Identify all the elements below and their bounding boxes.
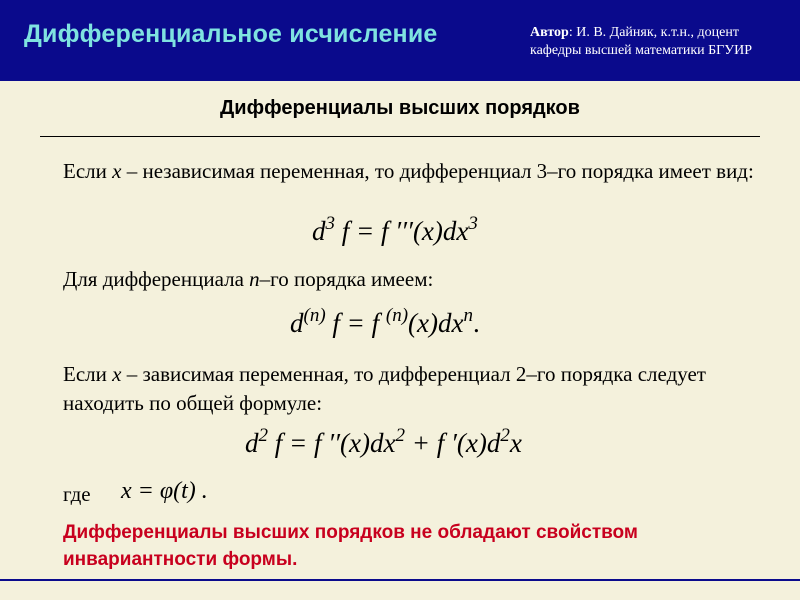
author-info <box>530 24 790 60</box>
f2-part-d: . <box>473 308 480 338</box>
f3-sup-a: 2 <box>258 425 268 446</box>
formula-x-of-t: x = φ(t) . <box>121 478 208 504</box>
heading-divider <box>40 136 760 137</box>
paragraph-independent <box>63 157 763 186</box>
p3-variable: x <box>112 362 122 386</box>
footer-divider <box>0 579 800 581</box>
f2-sup-b: (n) <box>385 305 409 326</box>
formula-nth-differential <box>290 305 480 339</box>
p2-text-before: Для дифференциала <box>63 267 250 291</box>
f1-part-a: d <box>312 216 326 246</box>
f1-sup-b: 3 <box>468 213 478 234</box>
f3-part-c: + f ′(x)d <box>405 428 501 458</box>
f3-sup-b: 2 <box>395 425 405 446</box>
f3-part-d: x <box>509 428 522 458</box>
p3-text-before: Если <box>63 362 113 386</box>
p3-text-after: – зависимая переменная, то дифференциал 2–го порядка следует находить по общей формуле: <box>63 362 706 415</box>
p1-text-after: – независимая переменная, то дифференциал 3–го порядка имеет вид: <box>121 159 754 183</box>
paragraph-dependent <box>63 360 763 418</box>
f2-part-c: (x)dx <box>408 308 464 338</box>
f2-sup-a: (n) <box>303 305 326 326</box>
p1-text-before: Если <box>63 159 113 183</box>
formula-third-differential <box>312 213 478 247</box>
invariance-note: Дифференциалы высших порядков не обладают свойством инвариантности формы. <box>63 522 638 570</box>
paragraph-nth-order <box>63 265 763 294</box>
f2-part-a: d <box>290 308 304 338</box>
slide-header <box>0 0 800 81</box>
formula-second-differential <box>245 425 522 459</box>
f2-part-b: f = f <box>325 308 386 338</box>
author-text: : И. В. Дайняк, к.т.н., доцент кафедры высшей математики БГУИР <box>530 25 753 58</box>
p1-variable: x <box>112 159 122 183</box>
f3-part-b: f = f ′′(x)dx <box>268 428 396 458</box>
f1-part-b: f = f ′′′(x)dx <box>335 216 469 246</box>
f2-sup-c: n <box>463 305 473 326</box>
f1-sup-a: 3 <box>325 213 335 234</box>
slide-title: Дифференциальное исчисление <box>24 20 438 48</box>
section-heading: Дифференциалы высших порядков <box>220 97 580 119</box>
p2-variable: n <box>249 267 260 291</box>
p2-text-after: –го порядка имеем: <box>259 267 434 291</box>
where-label: где <box>63 482 91 506</box>
f3-sup-c: 2 <box>500 425 510 446</box>
f3-part-a: d <box>245 428 259 458</box>
author-label: Автор <box>530 25 569 40</box>
